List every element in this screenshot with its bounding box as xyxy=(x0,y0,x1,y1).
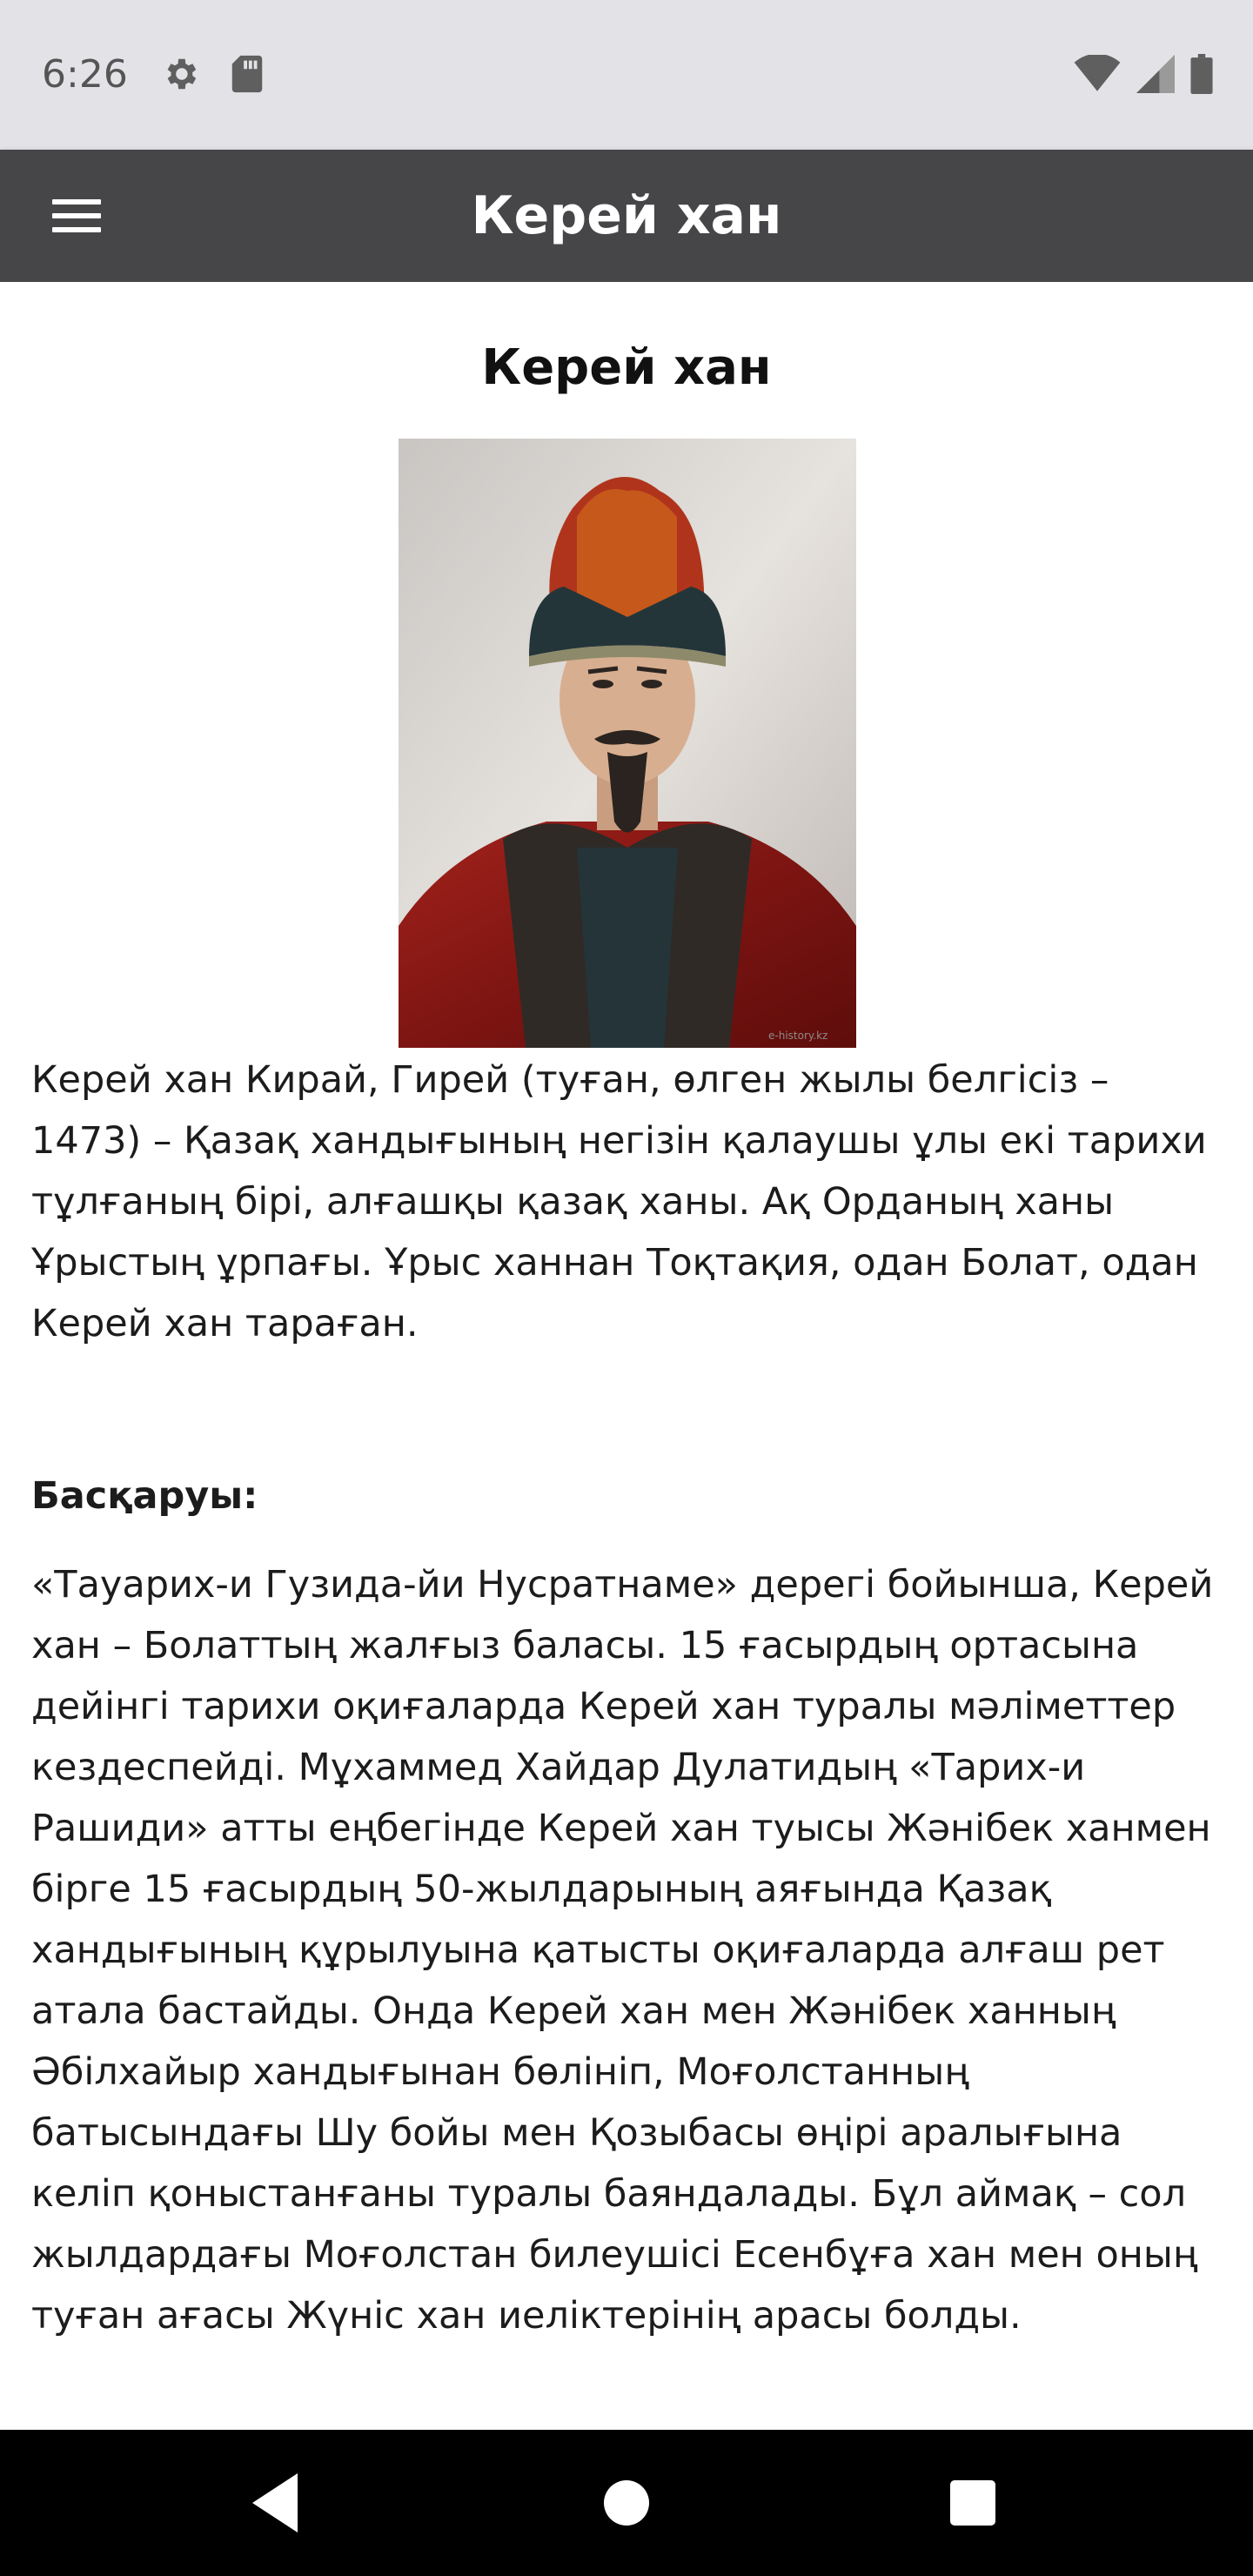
status-bar xyxy=(0,0,1253,150)
status-right-icons xyxy=(1074,54,1213,97)
article-content[interactable] xyxy=(0,282,1253,2430)
article-paragraph-2: «Тауарих-и Гузида-йи Нусратнаме» дерегі бойынша, Керей хан – Болаттың жалғыз баласы. 15 ғасырдың ортасына дейінгі тарихи оқиғаларда Керей хан туралы мәліметтер кездеспейді. Мұхаммед Хайдар Дулатидың «Тарих-и Рашиди» атты еңбегінде Керей хан туысы Жәнібек ханмен бірге 15 ғасырдың 50-жылдарының аяғында Қазақ хандығының құрылуына қатысты оқиғаларда алғаш рет атала бастайды. Онда Керей хан мен Жәнібек ханның Әбілхайыр хандығынан бөлініп, Моғолстанның батысындағы Шу бойы мен Қозыбасы өңірі аралығына келіп қоныстанғаны туралы баяндалады. Бұл аймақ – сол жылдардағы Моғолстан билеушісі Есенбұға хан мен оның туған ағасы Жүніс хан иеліктерінің арасы болды. xyxy=(31,1563,1214,2338)
article-title: Керей хан xyxy=(481,339,772,396)
settings-gear-icon xyxy=(160,54,200,97)
wifi-icon xyxy=(1074,55,1121,97)
back-icon[interactable] xyxy=(249,2470,301,2539)
app-bar xyxy=(0,150,1253,282)
system-nav-bar xyxy=(0,2430,1253,2576)
svg-text:e-history.kz: e-history.kz xyxy=(768,1030,828,1042)
hamburger-menu-icon[interactable] xyxy=(52,190,122,242)
app-bar-title: Керей хан xyxy=(471,185,782,246)
portrait-image xyxy=(399,439,856,1048)
article-paragraph-1: Керей хан Кирай, Гирей (туған, өлген жылы белгісіз – 1473) – Қазақ хандығының негізін қалаушы ұлы екі тарихи тұлғаның бірі, алғашқы қазақ ханы. Ақ Орданың ханы Ұрыстың ұрпағы. Ұрыс ханнан Тоқтақия, одан Болат, одан Керей хан тараған. xyxy=(31,1058,1207,1345)
sd-card-icon xyxy=(230,54,265,97)
cellular-signal-icon xyxy=(1136,55,1175,97)
section-heading: Басқаруы: xyxy=(31,1474,258,1518)
home-icon[interactable] xyxy=(604,2480,649,2526)
status-time: 6:26 xyxy=(42,52,128,97)
status-left-icons xyxy=(160,54,265,97)
battery-icon xyxy=(1190,54,1213,97)
recent-apps-icon[interactable] xyxy=(950,2480,995,2526)
